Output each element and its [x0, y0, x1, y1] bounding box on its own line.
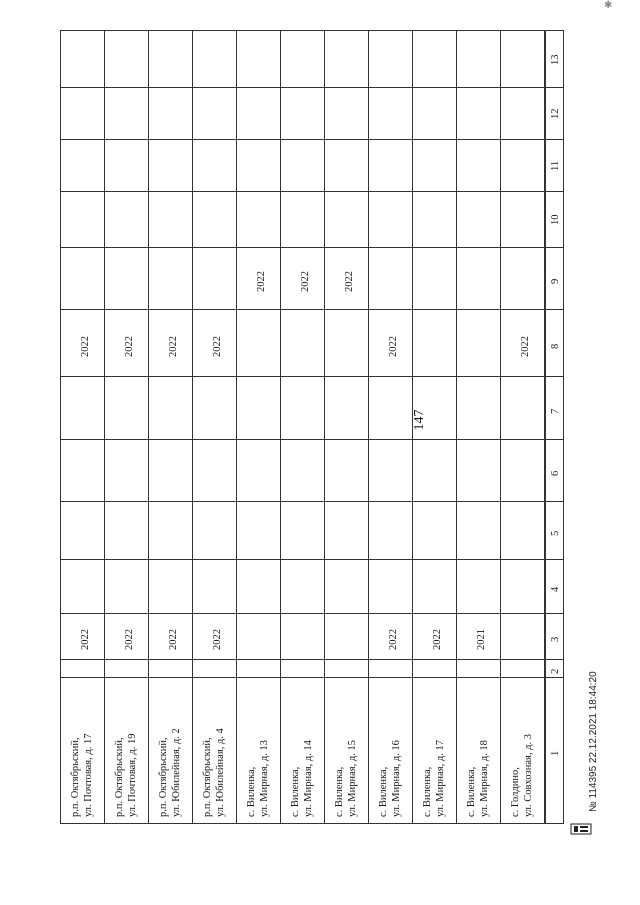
table-row — [457, 31, 501, 823]
year-cell: 2022 — [80, 629, 91, 650]
year-cell: 2022 — [80, 335, 91, 357]
table-row — [61, 31, 105, 823]
address-street: ул. Почтовая, д. 17 — [83, 733, 94, 817]
address-street: ул. Совхозная, д. 3 — [523, 734, 534, 817]
year-cell: 2022 — [256, 271, 267, 292]
column-header-number: 11 — [550, 160, 561, 171]
column-header-number: 1 — [550, 750, 561, 756]
table-row — [105, 31, 149, 823]
address-place: р.п. Октябрьский, — [202, 737, 213, 817]
address-street: ул. Мирная, д. 16 — [391, 740, 402, 817]
column-header-number: 5 — [550, 530, 561, 536]
year-cell: 2022 — [300, 271, 311, 292]
address-street: ул. Юбилейная, д. 4 — [215, 728, 226, 817]
column-header-number: 6 — [550, 470, 561, 476]
emblem-icon — [570, 822, 592, 836]
address-place: с. Виленка, — [290, 766, 301, 817]
address-cell — [377, 740, 403, 817]
table-row — [369, 31, 413, 823]
table-row — [193, 31, 237, 823]
address-street: ул. Почтовая, д. 19 — [127, 733, 138, 817]
year-cell: 2022 — [432, 629, 443, 650]
table-row — [413, 31, 457, 823]
column-header-number: 4 — [550, 586, 561, 592]
table-row — [149, 31, 193, 823]
year-cell: 2022 — [388, 335, 399, 357]
address-cell — [509, 734, 535, 817]
address-cell — [421, 740, 447, 817]
address-place: р.п. Октябрьский, — [70, 737, 81, 817]
table-row — [237, 31, 281, 823]
year-cell: 2022 — [168, 629, 179, 650]
year-cell: 2022 — [168, 335, 179, 357]
column-header-number: 10 — [550, 214, 561, 225]
address-cell — [201, 728, 227, 817]
address-place: с. Виленка, — [466, 766, 477, 817]
column-header-number: 12 — [550, 108, 561, 119]
column-header-number: 2 — [550, 668, 561, 674]
column-header-number: 8 — [550, 343, 561, 349]
year-cell: 2022 — [388, 629, 399, 650]
address-place: с. Виленка, — [422, 766, 433, 817]
table-row — [501, 31, 545, 823]
year-cell: 2021 — [476, 629, 487, 650]
address-street: ул. Мирная, д. 15 — [347, 740, 358, 817]
column-header-number: 7 — [550, 408, 561, 414]
address-cell — [465, 740, 491, 817]
data-table — [60, 30, 564, 824]
table-row — [325, 31, 369, 823]
year-cell: 2022 — [212, 629, 223, 650]
address-cell — [245, 740, 271, 817]
address-street: ул. Мирная, д. 17 — [435, 740, 446, 817]
year-cell: 2022 — [212, 335, 223, 357]
table-row — [281, 31, 325, 823]
address-street: ул. Мирная, д. 14 — [303, 740, 314, 817]
address-place: с. Виленка, — [246, 766, 257, 817]
address-place: с. Виленка, — [334, 766, 345, 817]
address-place: р.п. Октябрьский, — [114, 737, 125, 817]
address-place: р.п. Октябрьский, — [158, 737, 169, 817]
column-header-number: 9 — [550, 278, 561, 284]
address-cell — [289, 740, 315, 817]
address-street: ул. Мирная, д. 13 — [259, 740, 270, 817]
year-cell: 2022 — [124, 629, 135, 650]
address-cell — [157, 728, 183, 817]
address-cell — [69, 734, 95, 817]
address-place: с. Виленка, — [378, 766, 389, 817]
column-header-number: 3 — [550, 636, 561, 642]
address-street: ул. Мирная, д. 18 — [479, 740, 490, 817]
address-place: с. Голдино, — [510, 767, 521, 817]
page-number: 147 — [412, 409, 427, 431]
address-cell — [113, 734, 139, 817]
year-cell: 2022 — [520, 335, 531, 357]
address-cell — [333, 740, 359, 817]
column-header-number: 13 — [550, 54, 561, 65]
registration-stamp: № 114395 22.12.2021 18:44:20 — [588, 671, 599, 812]
header-strip — [545, 31, 563, 823]
corner-mark: ✱ — [604, 0, 613, 11]
year-cell: 2022 — [344, 271, 355, 292]
address-street: ул. Юбилейная, д. 2 — [171, 728, 182, 817]
year-cell: 2022 — [124, 335, 135, 357]
